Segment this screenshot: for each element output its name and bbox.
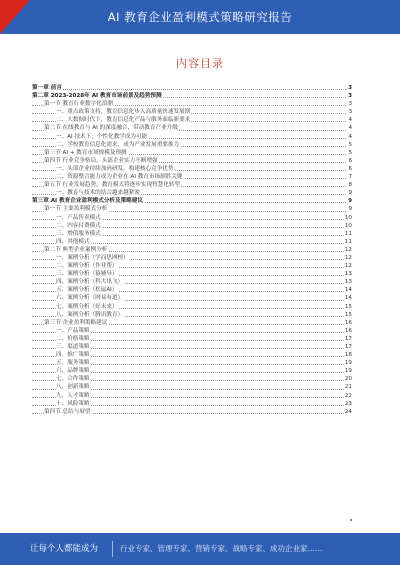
toc-entry-title: 第四节 总结与展望: [44, 408, 91, 415]
toc-entry-title: 第二节 在线教育与 AI 的深度融合，带动教育产业升级: [44, 125, 178, 132]
toc-entry-page: 24: [344, 408, 352, 415]
toc-entry-page: 12: [344, 263, 352, 270]
toc-entry[interactable]: [32, 400, 352, 408]
toc-entry-title: 九、人才策略: [56, 392, 90, 399]
toc-entry[interactable]: [32, 108, 352, 116]
toc-entry[interactable]: [32, 214, 352, 222]
toc-entry-title: 十、风险策略: [56, 400, 90, 407]
toc-entry-title: 五、案例分析（松鼠AI）: [56, 287, 118, 294]
toc-entry[interactable]: [32, 286, 352, 294]
toc-entry-title: 三、增值服务模式: [56, 230, 101, 237]
toc-entry[interactable]: [32, 84, 352, 92]
toc-entry-title: 第一章 前言: [32, 85, 62, 91]
toc-entry-title: 二、案例分析（作业帮）: [56, 263, 118, 270]
toc-entry-page: 19: [344, 360, 352, 367]
toc-entry-title: 第一节 主要盈利模式分析: [44, 206, 108, 213]
toc-entry[interactable]: [32, 359, 352, 367]
toc-entry-page: 4: [348, 125, 352, 132]
toc-entry-page: 3: [348, 109, 352, 116]
toc-entry[interactable]: [32, 367, 352, 375]
report-title: AI 教育企业盈利模式策略研究报告: [107, 10, 293, 24]
toc-entry-page: 14: [344, 287, 352, 294]
toc-entry-page: 13: [344, 279, 352, 286]
toc-entry[interactable]: [32, 335, 352, 343]
toc-entry-title: 七、案例分析（好未来）: [56, 303, 118, 310]
toc-entry-page: 21: [344, 384, 352, 391]
toc-entry-title: 二、资源整合能力成为企业在 AI 教育市场制胜关键: [56, 174, 183, 181]
toc-entry-page: 9: [348, 190, 352, 197]
toc-entry[interactable]: [32, 238, 352, 246]
toc-entry-title: 二、学校教育信息化需求，成为产业发展重要推力: [56, 141, 180, 148]
toc-entry-title: 五、服务策略: [56, 360, 90, 367]
toc-entry-page: 13: [344, 271, 352, 278]
toc-entry[interactable]: [32, 157, 352, 165]
toc-entry[interactable]: [32, 181, 352, 189]
toc-entry-page: 6: [348, 157, 352, 164]
toc-entry-title: 三、案例分析（猿辅导）: [56, 271, 118, 278]
toc-entry[interactable]: [32, 165, 352, 173]
toc-entry-title: 第四节 行业竞争格局，头部企业实力不断增强: [44, 157, 158, 164]
footer-divider: [112, 541, 113, 557]
toc-entry-page: 16: [344, 319, 352, 326]
toc-entry-title: 八、案例分析（腾讯教育）: [56, 311, 124, 318]
toc-entry-page: 19: [344, 368, 352, 375]
toc-entry[interactable]: [32, 408, 352, 416]
toc-entry[interactable]: [32, 230, 352, 238]
toc-entry-title: 第五节 行业发展趋势，教育模式将逐步实现智慧化转型: [44, 182, 181, 189]
toc-entry-page: 3: [348, 93, 352, 100]
toc-entry-page: 10: [344, 222, 352, 229]
toc-entry-page: 9: [348, 206, 352, 213]
toc-heading: 内容目录: [176, 57, 224, 70]
toc-entry-page: 6: [348, 165, 352, 172]
toc-entry[interactable]: [32, 246, 352, 254]
toc-entry-page: 17: [344, 335, 352, 342]
toc-entry-title: 一、案例分析（学而思网校）: [56, 254, 129, 261]
toc-entry[interactable]: [32, 173, 352, 181]
toc-entry[interactable]: [32, 222, 352, 230]
toc-entry-title: 第一节 教育行业数字化浪潮: [44, 101, 113, 108]
toc-entry-page: 5: [348, 141, 352, 148]
toc-entry-title: 第二章 2023-2028年 AI 教育市场前景及趋势预测: [32, 93, 162, 100]
toc-entry-title: 第三章 AI 教育企业盈利模式分析及策略建议: [32, 198, 143, 205]
toc-entry[interactable]: [32, 124, 352, 132]
toc-entry-title: 三、渠道策略: [56, 344, 90, 350]
toc-entry-page: 20: [344, 376, 352, 383]
toc-entry-title: 一、教育与技术的结合越来越紧密: [56, 190, 140, 197]
toc-entry-page: 10: [344, 214, 352, 221]
toc-entry-page: 3: [348, 85, 352, 91]
toc-entry-title: 八、创新策略: [56, 384, 90, 391]
toc-entry-title: 四、其他模式: [56, 238, 90, 245]
toc-entry-page: 11: [344, 230, 352, 237]
toc-entry-page: 8: [348, 182, 352, 189]
toc-entry[interactable]: [32, 189, 352, 197]
toc-entry-page: 15: [344, 303, 352, 310]
toc-entry-title: 第三节 企业盈利策略建议: [44, 319, 108, 326]
toc-entry-title: 二、价格策略: [56, 335, 90, 342]
toc-entry-page: 9: [348, 198, 352, 205]
toc-entry[interactable]: [32, 278, 352, 286]
toc-entry-title: 第二节 典型企业案例分析: [44, 246, 108, 253]
toc-entry[interactable]: [32, 133, 352, 141]
toc-entry[interactable]: [32, 311, 352, 319]
toc-entry-title: 一、产品策略: [56, 327, 90, 334]
toc-entry-title: 第三节 AI + 教育市场规模及预测: [44, 149, 127, 156]
toc-entry[interactable]: [32, 351, 352, 359]
toc-entry-title: 一、头部企业持续加码研发，构建核心竞争优势: [56, 165, 174, 172]
toc-entry[interactable]: [32, 141, 352, 149]
dot-leader: [32, 89, 346, 90]
toc-entry-title: 一、产品售卖模式: [56, 214, 101, 221]
toc-entry-title: 七、合作策略: [56, 376, 90, 383]
toc-entry-page: 3: [348, 101, 352, 108]
toc-entry[interactable]: [32, 343, 352, 351]
toc-entry-page: 18: [344, 352, 352, 359]
toc-entry-page: 4: [348, 117, 352, 124]
toc-entry-title: 二、内容付费模式: [56, 222, 101, 229]
toc-entry-title: 二、大数据时代下，教育信息化产品与服务面临新要求: [56, 117, 191, 124]
toc-entry[interactable]: [32, 116, 352, 124]
toc-entry-page: 11: [344, 238, 352, 245]
toc-entry-title: 四、推广策略: [56, 352, 90, 359]
toc-entry-page: 12: [344, 246, 352, 253]
toc-entry[interactable]: [32, 294, 352, 302]
toc-entry[interactable]: [32, 392, 352, 400]
toc-entry[interactable]: [32, 383, 352, 391]
toc-entry-page: 5: [348, 149, 352, 156]
toc-entry[interactable]: [32, 205, 352, 213]
toc-entry[interactable]: [32, 303, 352, 311]
toc-entry[interactable]: [32, 270, 352, 278]
toc-entry-page: 4: [348, 133, 352, 140]
toc-entry[interactable]: [32, 197, 352, 205]
toc-entry-page: 14: [344, 295, 352, 302]
page-marker: [350, 519, 352, 521]
toc-entry-title: 一、AI 技术下，个性化教学成为可能: [56, 133, 148, 140]
toc-entry-title: 四、案例分析（科大讯飞）: [56, 279, 124, 286]
toc-entry-page: 22: [344, 392, 352, 399]
toc-entry-page: 7: [348, 174, 352, 181]
toc-entry-page: 15: [344, 311, 352, 318]
header-banner: [0, 0, 400, 34]
footer-banner: [0, 533, 400, 565]
toc-entry[interactable]: [32, 149, 352, 157]
toc-entry-page: 12: [344, 254, 352, 261]
toc-entry-page: 16: [344, 327, 352, 334]
toc-entry[interactable]: [32, 262, 352, 270]
toc-entry-title: 六、品牌策略: [56, 368, 90, 375]
toc-entry[interactable]: [32, 92, 352, 100]
toc-entry[interactable]: [32, 327, 352, 335]
toc-entry[interactable]: [32, 375, 352, 383]
toc-entry-page: 23: [344, 400, 352, 407]
toc-entry[interactable]: [32, 100, 352, 108]
toc-entry-page: 17: [344, 344, 352, 350]
toc-entry[interactable]: [32, 254, 352, 262]
toc-entry-title: 一、重点政策支持，教育信息化步入高质量快速发展期: [56, 109, 191, 116]
table-of-contents: [32, 84, 352, 416]
toc-entry-title: 六、案例分析（网易有道）: [56, 295, 124, 302]
footer-slogan: 让每个人都能成为: [30, 544, 99, 554]
footer-tagline: 行业专家、管理专家、营销专家、战略专家、成功企业家……: [120, 544, 323, 553]
toc-entry[interactable]: [32, 319, 352, 327]
